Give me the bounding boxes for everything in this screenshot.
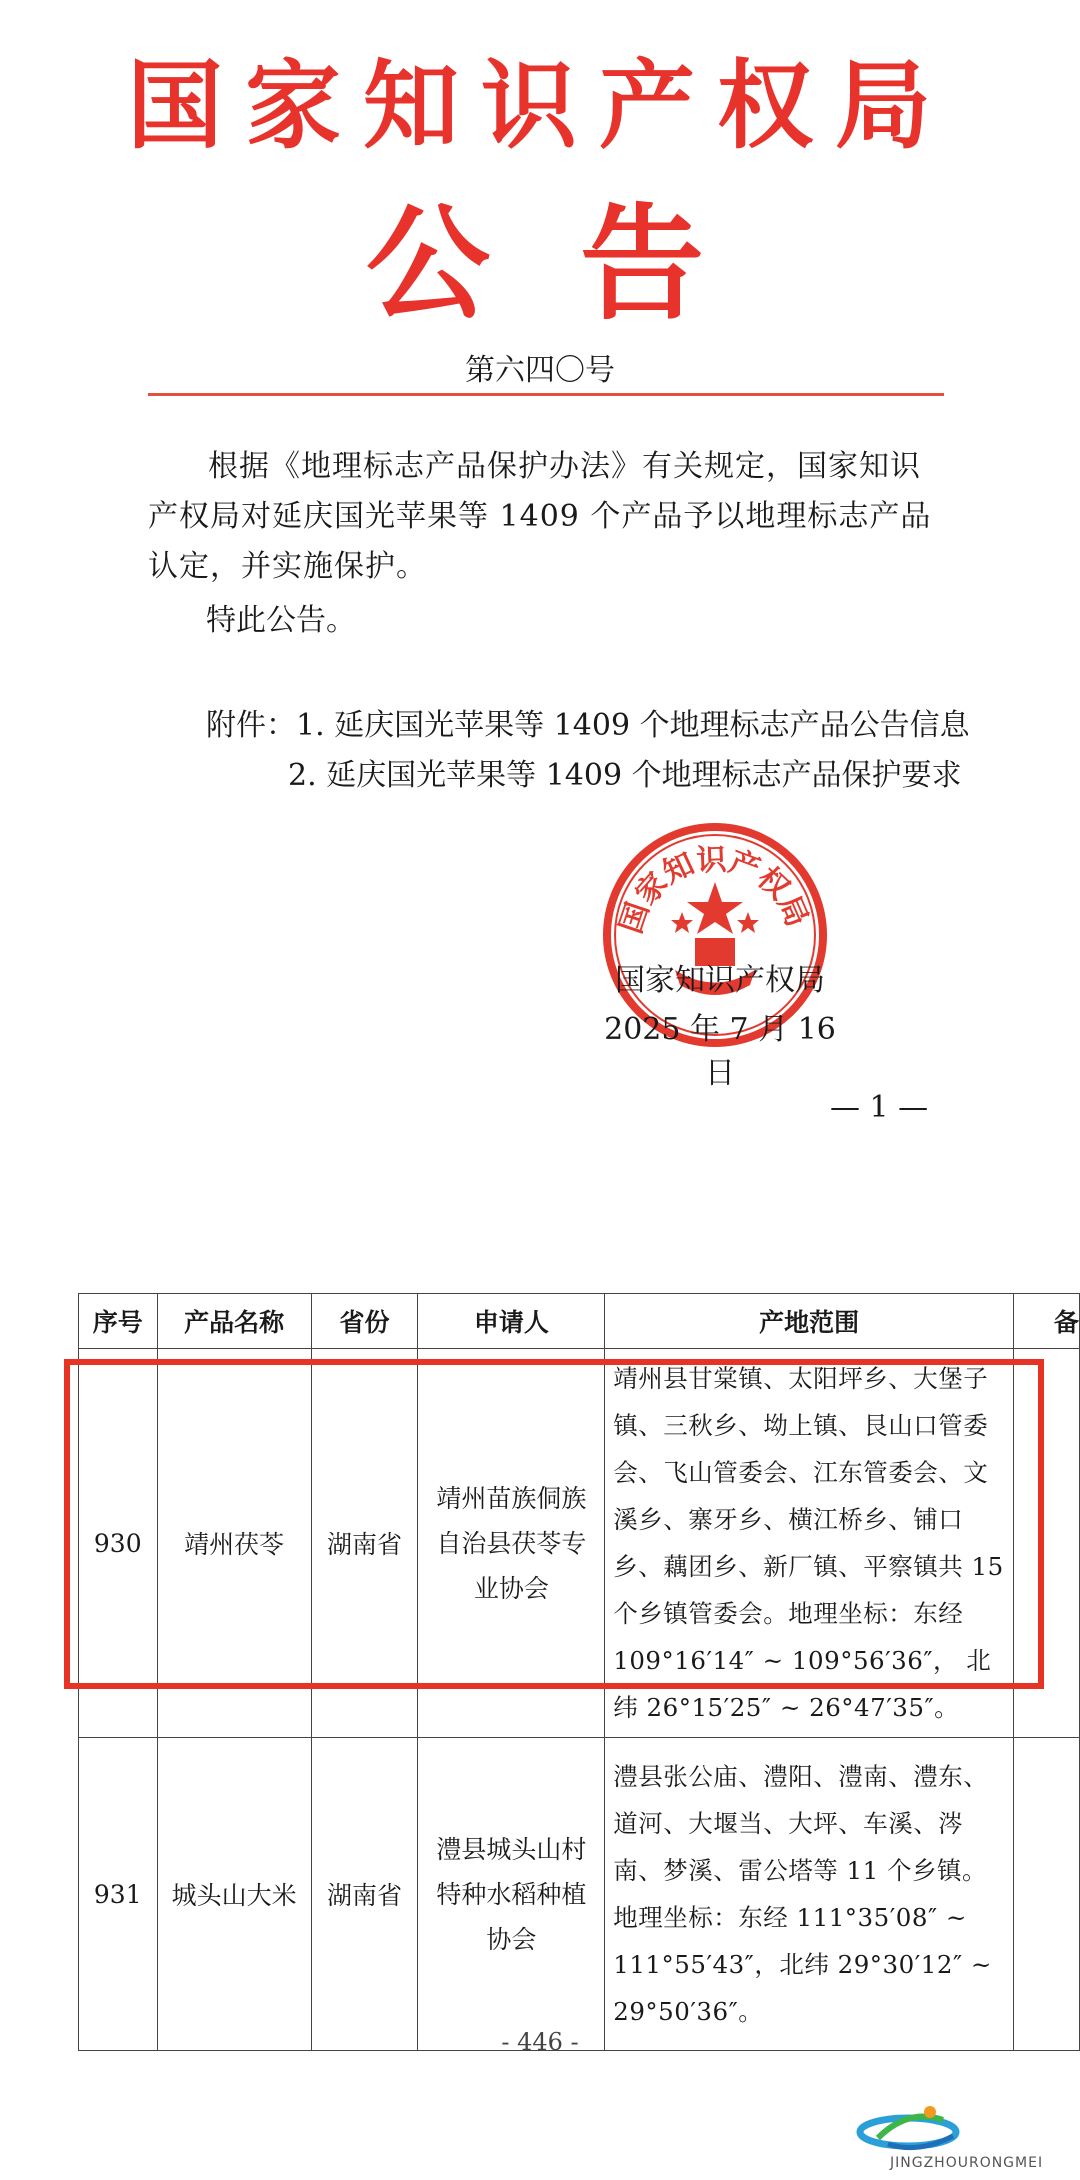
header-remarks: 备	[1013, 1294, 1079, 1349]
signature-date: 2025 年 7 月 16 日	[604, 1012, 836, 1091]
page-number-1: — 1 —	[830, 1090, 929, 1125]
document-number: 第六四〇号	[465, 353, 615, 388]
highlight-box	[64, 1359, 1044, 1689]
body-paragraph-2: 特此公告。	[206, 603, 356, 638]
cell-origin-scope: 澧县张公庙、澧阳、澧南、澧东、道河、大堰当、大坪、车溪、涔南、梦溪、雷公塔等 11 个乡镇。地理坐标：东经 111°35′08″ ~ 111°55′43″，北纬 29°30′12″ ~ 29°50′36″。	[605, 1738, 1014, 2051]
cell-product-name: 靖州茯苓	[157, 1349, 311, 1738]
cell-applicant: 澧县城头山村特种水稻种植协会	[418, 1738, 605, 2051]
attachment-prefix: 附件：	[206, 708, 296, 743]
table-row	[79, 1738, 1080, 2051]
header-product-name: 产品名称	[157, 1294, 311, 1349]
red-divider	[148, 393, 944, 396]
jingzhou-rongmei-logo-icon	[848, 2098, 1048, 2158]
cell-no: 930	[79, 1349, 158, 1738]
seal-text: 国家知识产权局	[613, 842, 815, 938]
header-province: 省份	[311, 1294, 418, 1349]
attachment-line-1	[148, 701, 1006, 751]
header-applicant: 申请人	[418, 1294, 605, 1349]
header-no: 序号	[79, 1294, 158, 1349]
cell-province: 湖南省	[311, 1349, 418, 1738]
announcement-title: 公告	[365, 193, 794, 337]
cell-province: 湖南省	[311, 1738, 418, 2051]
cell-applicant: 靖州苗族侗族自治县茯苓专业协会	[418, 1349, 605, 1738]
attachment-2: 2. 延庆国光苹果等 1409 个地理标志产品保护要求	[288, 758, 962, 793]
attachment-1: 1. 延庆国光苹果等 1409 个地理标志产品公告信息	[296, 708, 970, 743]
cell-product-name: 城头山大米	[157, 1738, 311, 2051]
header-origin-scope: 产地范围	[605, 1294, 1014, 1349]
watermark-text: JINGZHOURONGMEI	[890, 2155, 1044, 2171]
signature-org: 国家知识产权局	[615, 963, 825, 998]
cell-remarks	[1013, 1738, 1079, 2051]
table-header-row	[79, 1294, 1080, 1349]
cell-origin-scope: 靖州县甘棠镇、太阳坪乡、大堡子镇、三秋乡、坳上镇、艮山口管委会、飞山管委会、江东管委会、文溪乡、寨牙乡、横江桥乡、铺口乡、藕团乡、新厂镇、平察镇共 15 个乡镇管委会。地理坐标：东经 109°16′14″ ~ 109°56′36″， 北纬 26°15′25″ ~ 26°47′35″。	[605, 1349, 1014, 1738]
issuer-org-title: 国家知识产权局	[127, 50, 953, 162]
cell-no: 931	[79, 1738, 158, 2051]
body-paragraph-1: 根据《地理标志产品保护办法》有关规定，国家知识产权局对延庆国光苹果等 1409 个产品予以地理标志产品认定，并实施保护。	[148, 449, 932, 584]
page-number-2: - 446 -	[501, 2028, 579, 2056]
